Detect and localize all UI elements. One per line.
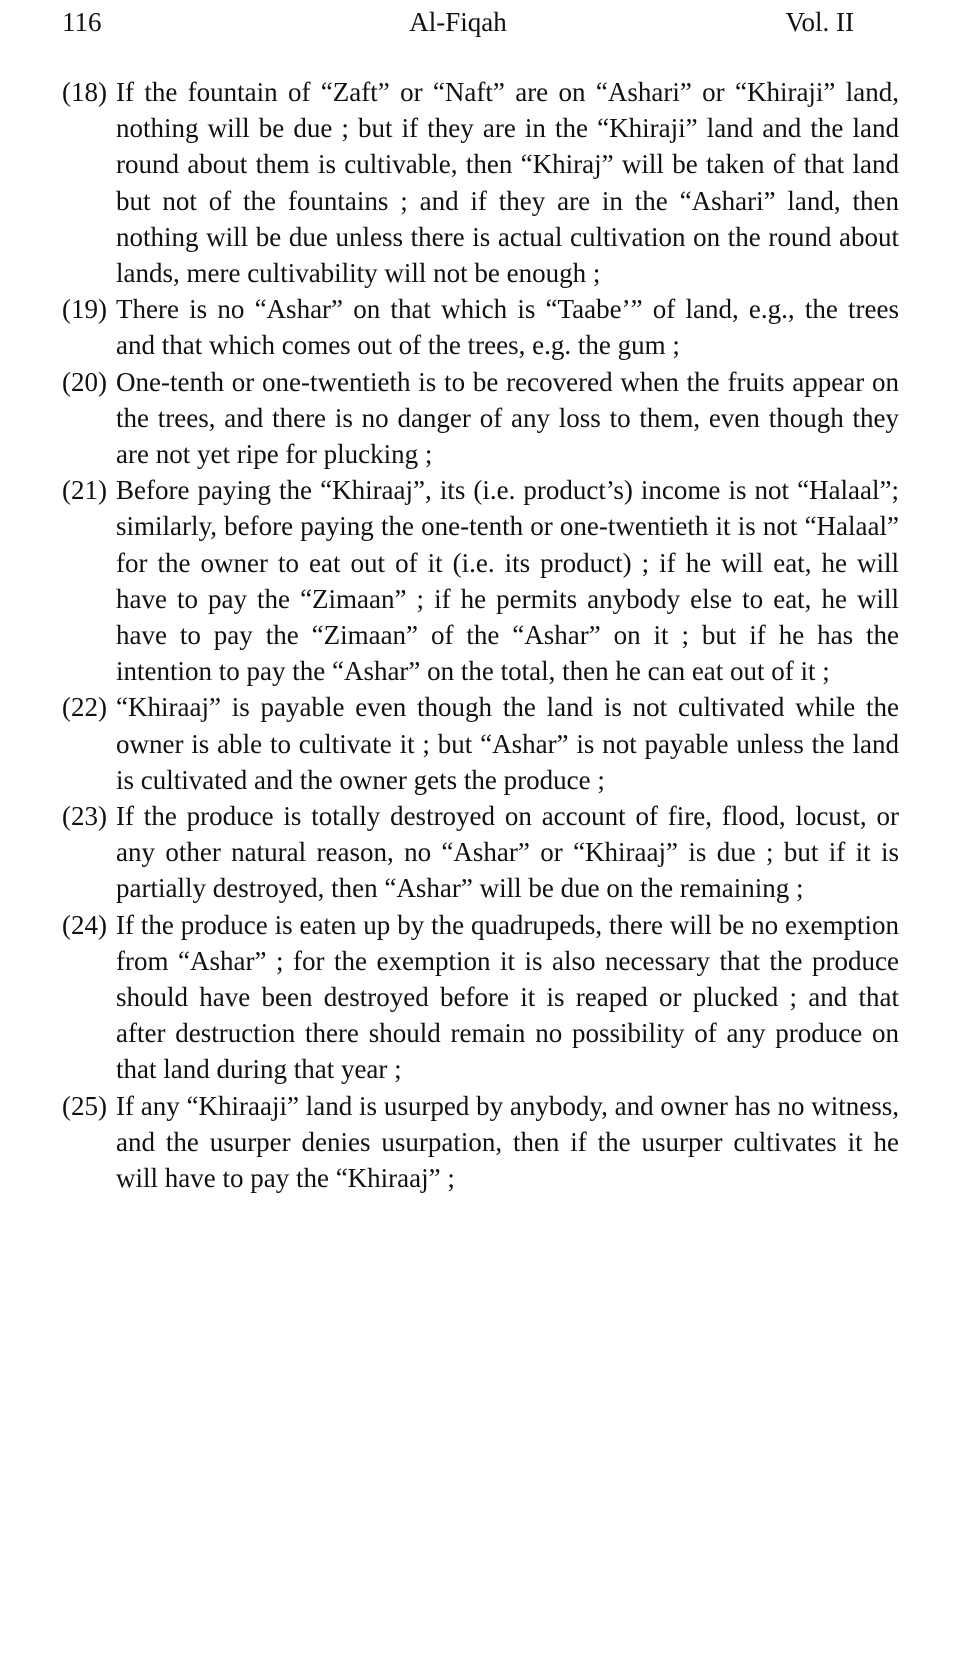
- item-text: “Khiraaj” is payable even though the land is not cultivated while the owner is able to cultivate it ; but “Ashar” is not payable unless the land is cultivated and the owner gets the produce ;: [116, 692, 899, 795]
- item-number: (20): [62, 366, 107, 397]
- item-number: (19): [62, 294, 107, 325]
- item-text: One-tenth or one-twentieth is to be recovered when the fruits appear on the trees, and there is no danger of any loss to them, even though they are not yet ripe for plucking ;: [116, 366, 899, 470]
- list-item: [62, 364, 899, 473]
- list-item: [62, 472, 899, 689]
- page-number: 116: [62, 7, 102, 37]
- item-number: (23): [62, 801, 107, 832]
- item-text: If any “Khiraaji” land is usurped by anybody, and owner has no witness, and the usurper denies usurpation, then if the usurper cultivates it he will have to pay the “Khiraaj” ;: [116, 1090, 899, 1194]
- volume-label: Vol. II: [785, 7, 854, 37]
- list-item: [62, 291, 899, 363]
- item-text: If the fountain of “Zaft” or “Naft” are on “Ashari” or “Khiraji” land, nothing will be due ; but if they are in the “Khiraji” land and the land round about them is cultivable, then “Khiraj” will be taken of that land but not of the fountains ; and if they are in the “Ashari” land, then nothing will be due unless there is actual cultivation on the round about lands, mere cultivability will not be enough ;: [116, 77, 899, 289]
- item-number: (22): [62, 692, 107, 723]
- list-item: [62, 689, 899, 798]
- item-text: There is no “Ashar” on that which is “Taabe’” of land, e.g., the trees and that which comes out of the trees, e.g. the gum ;: [116, 294, 899, 361]
- list-item: [62, 798, 899, 907]
- list-item: [62, 907, 899, 1088]
- running-header: [62, 4, 854, 40]
- item-number: (18): [62, 77, 107, 107]
- list-item: [62, 1088, 899, 1197]
- item-text: Before paying the “Khiraaj”, its (i.e. product’s) income is not “Halaal”; similarly, before paying the one-tenth or one-twentieth it is not “Halaal” for the owner to eat out of it (i.e. its product) ; if he will eat, he will have to pay the “Zimaan” ; if he permits anybody else to eat, he will have to pay the “Zimaan” of the “Ashar” on it ; but if he has the intention to pay the “Ashar” on the total, then he can eat out of it ;: [116, 475, 899, 687]
- item-number: (21): [62, 475, 107, 506]
- item-number: (24): [62, 909, 107, 940]
- list-item: [62, 74, 899, 291]
- item-number: (25): [62, 1090, 107, 1121]
- item-text: If the produce is totally destroyed on account of fire, flood, locust, or any other natural reason, no “Ashar” or “Khiraaj” is due ; but if it is partially destroyed, then “Ashar” will be due on the remaining ;: [116, 801, 899, 904]
- rules-list: [62, 74, 899, 1196]
- book-title: Al-Fiqah: [409, 7, 507, 37]
- item-text: If the produce is eaten up by the quadrupeds, there will be no exemption from “Ashar” ; for the exemption it is also necessary that the produce should have been destroyed before it is reaped or plucked ; and that after destruction there should remain no possibility of any produce on that land during that year ;: [116, 909, 899, 1085]
